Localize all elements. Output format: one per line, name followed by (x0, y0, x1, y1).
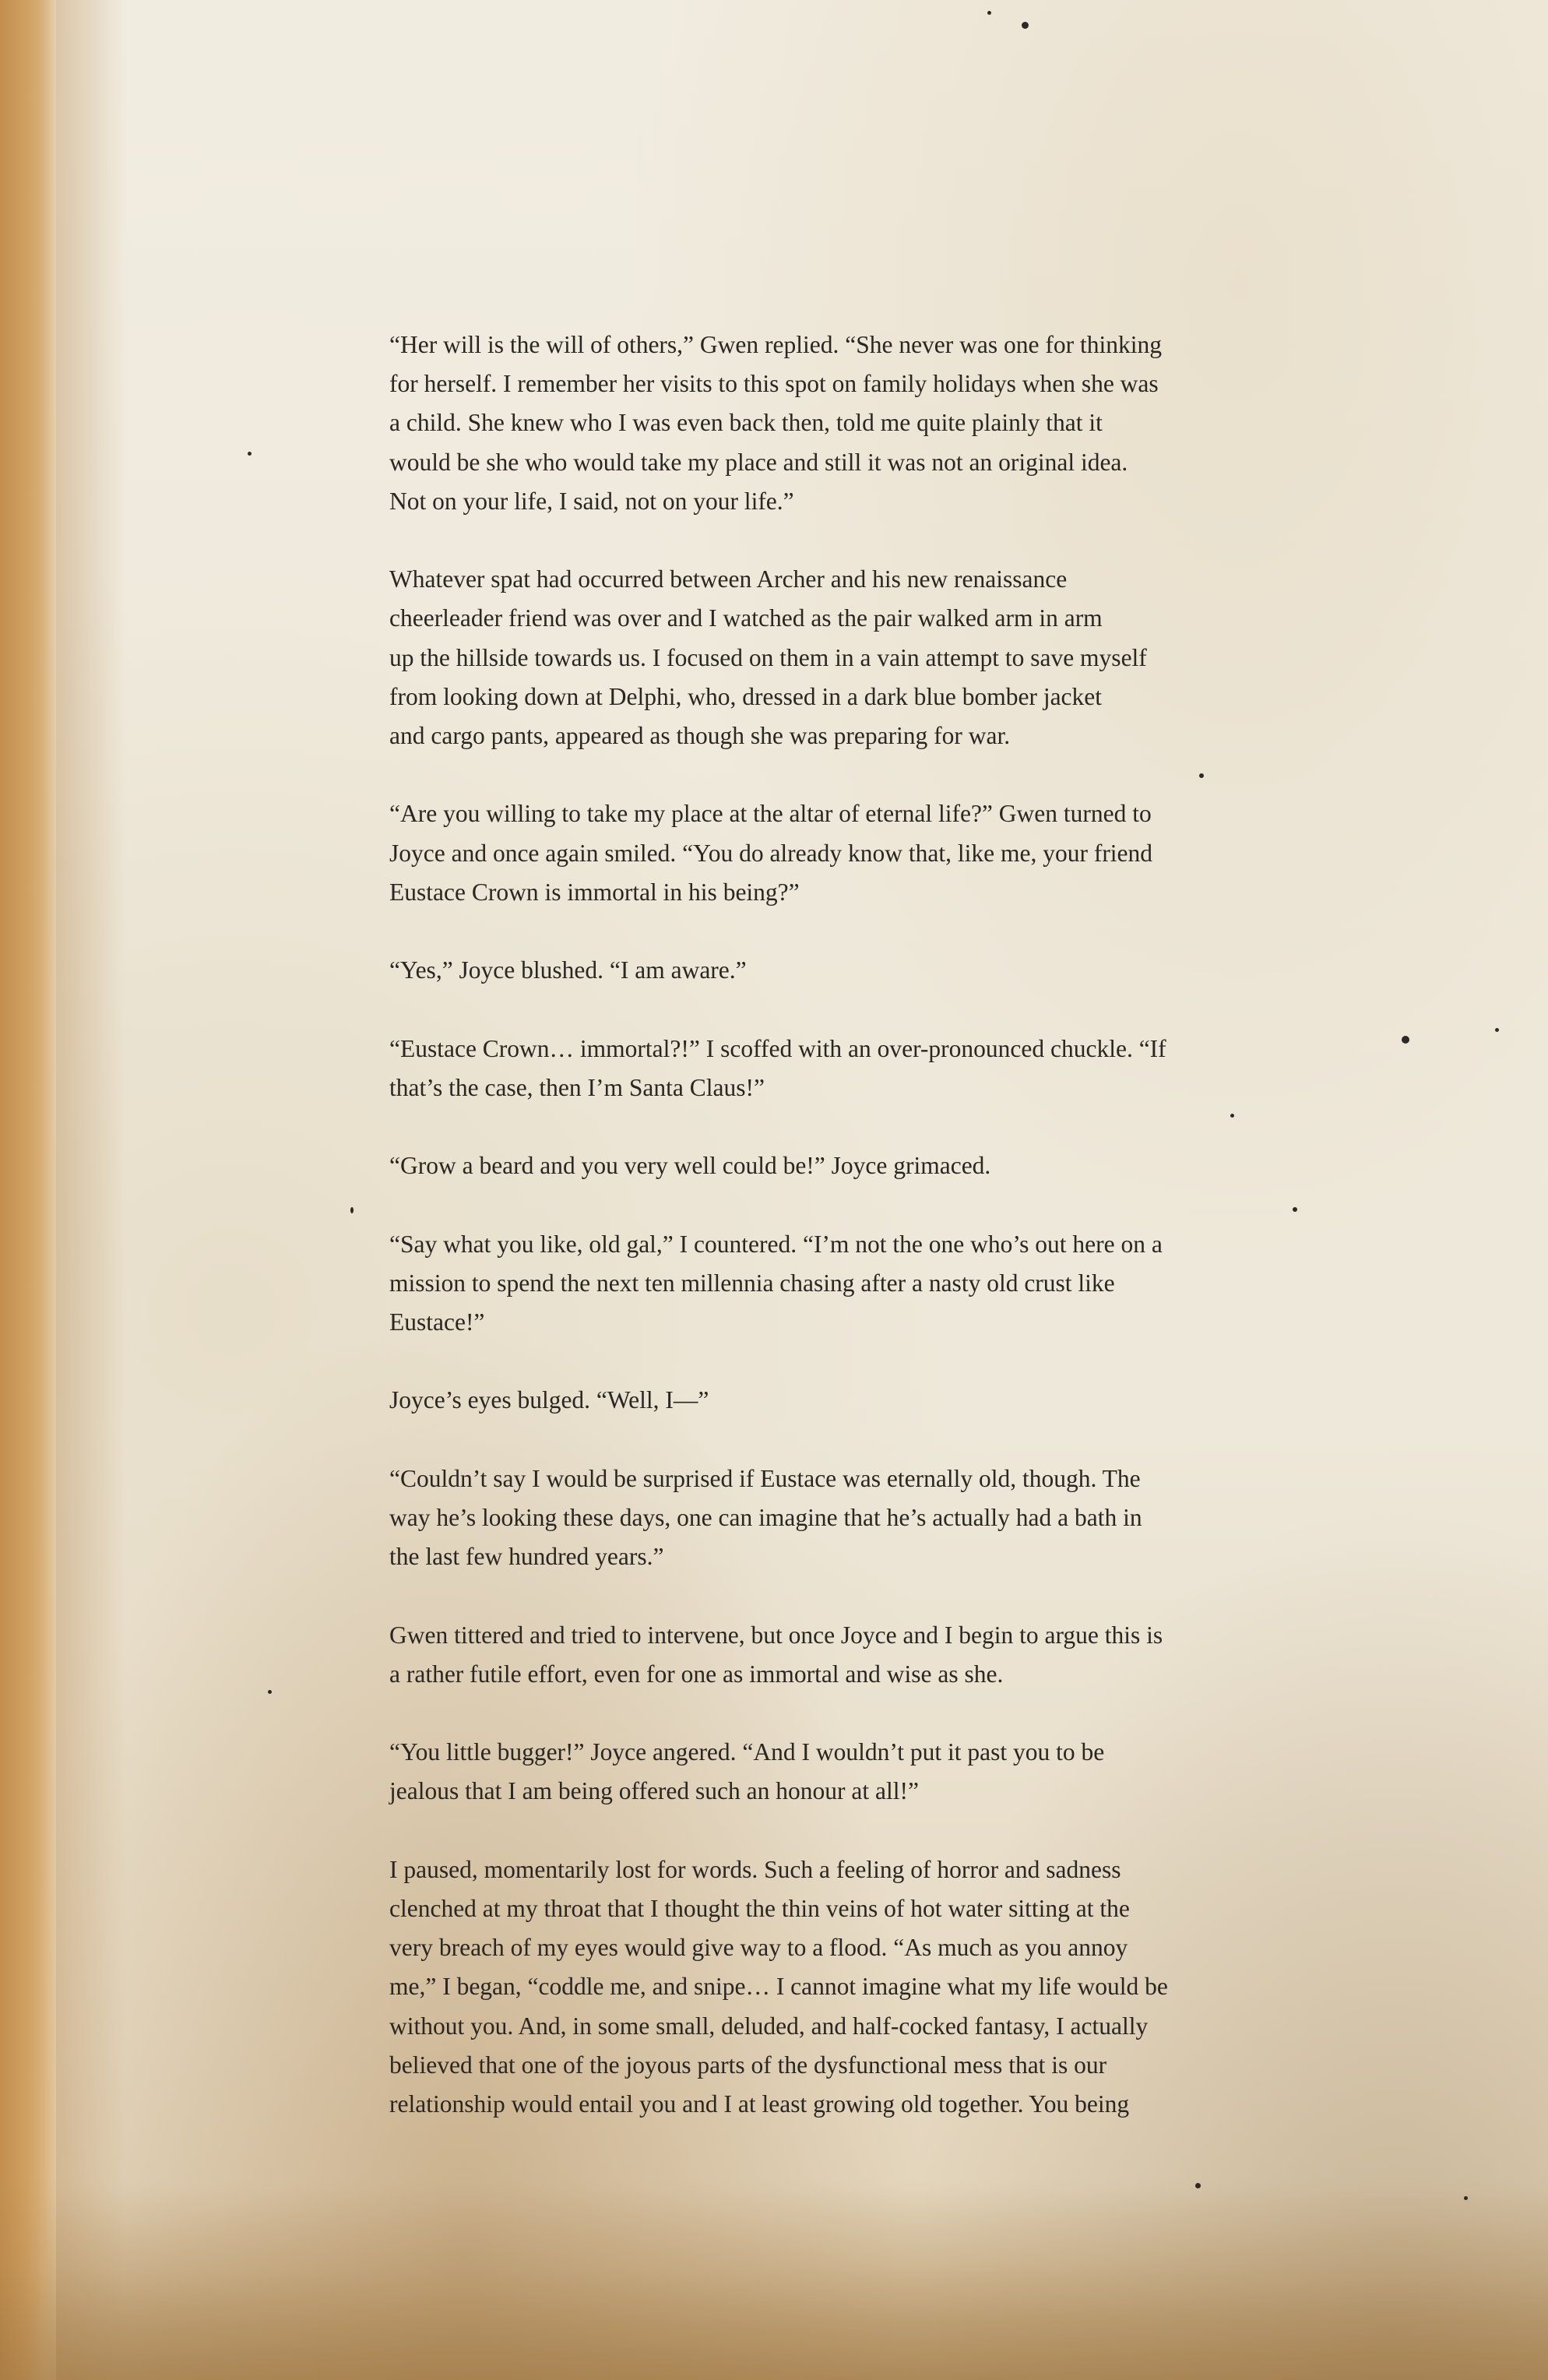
spine-shadow (56, 0, 126, 2380)
book-text (389, 326, 1238, 2124)
ink-speck (1022, 22, 1029, 29)
paragraph: I paused, momentarily lost for words. Such a feeling of horror and sadness clenched at my throat that I thought the thin veins of hot water sitting at the very breach of my eyes would give way to a flood. “As much as you annoy me,” I began, “coddle me, and snipe… I cannot imagine what my life would be without you. And, in some small, deluded, and half-cocked fantasy, I actually believed that one of the joyous parts of the dysfunctional mess that is our relationship would entail you and I at least growing old together. You being (389, 1855, 1168, 2118)
paragraph: Joyce’s eyes bulged. “Well, I—” (389, 1386, 709, 1414)
page-spine-edge (0, 0, 56, 2380)
paragraph: “Eustace Crown… immortal?!” I scoffed with an over-pronounced chuckle. “If that’s the case, then I’m Santa Claus!” (389, 1034, 1166, 1101)
ink-speck (1195, 2183, 1201, 2188)
paragraph: “Her will is the will of others,” Gwen replied. “She never was one for thinking for herself. I remember her visits to this spot on family holidays when she was a child. She knew who I was even back then, told me quite plainly that it would be she who would take my place and still it was not an original idea. Not on your life, I said, not on your life.” (389, 331, 1162, 515)
bottom-stain (0, 2178, 1548, 2380)
paragraph: “Grow a beard and you very well could be!” Joyce grimaced. (389, 1152, 991, 1180)
paragraph: “Say what you like, old gal,” I countered. “I’m not the one who’s out here on a mission to spend the next ten millennia chasing after a nasty old crust like Eustace!” (389, 1230, 1163, 1336)
paragraph: “Are you willing to take my place at the altar of eternal life?” Gwen turned to Joyce and once again smiled. “You do already know that, like me, your friend Eustace Crown is immortal in his being?” (389, 800, 1153, 906)
ink-speck (268, 1690, 272, 1694)
paragraph: Gwen tittered and tried to intervene, but once Joyce and I begin to argue this is a rather futile effort, even for one as immortal and wise as she. (389, 1621, 1163, 1688)
paragraph: Whatever spat had occurred between Archer and his new renaissance cheerleader friend was over and I watched as the pair walked arm in arm up the hillside towards us. I focused on them in a vain attempt to save myself from looking down at Delphi, who, dressed in a dark blue bomber jacket and cargo pants, appeared as though she was preparing for war. (389, 565, 1147, 750)
paragraph: “You little bugger!” Joyce angered. “And I wouldn’t put it past you to be jealous that I am being offered such an honour at all!” (389, 1738, 1105, 1805)
ink-speck (248, 452, 252, 456)
ink-speck (1464, 2196, 1468, 2200)
ink-speck (1293, 1207, 1297, 1212)
ink-speck (1402, 1036, 1409, 1044)
ink-speck (1495, 1028, 1499, 1032)
paragraph: “Yes,” Joyce blushed. “I am aware.” (389, 956, 747, 984)
ink-speck (350, 1207, 354, 1213)
paragraph: “Couldn’t say I would be surprised if Eustace was eternally old, though. The way he’s looking these days, one can imagine that he’s actually had a bath in the last few hundred years.” (389, 1464, 1142, 1571)
ink-speck (987, 11, 991, 15)
